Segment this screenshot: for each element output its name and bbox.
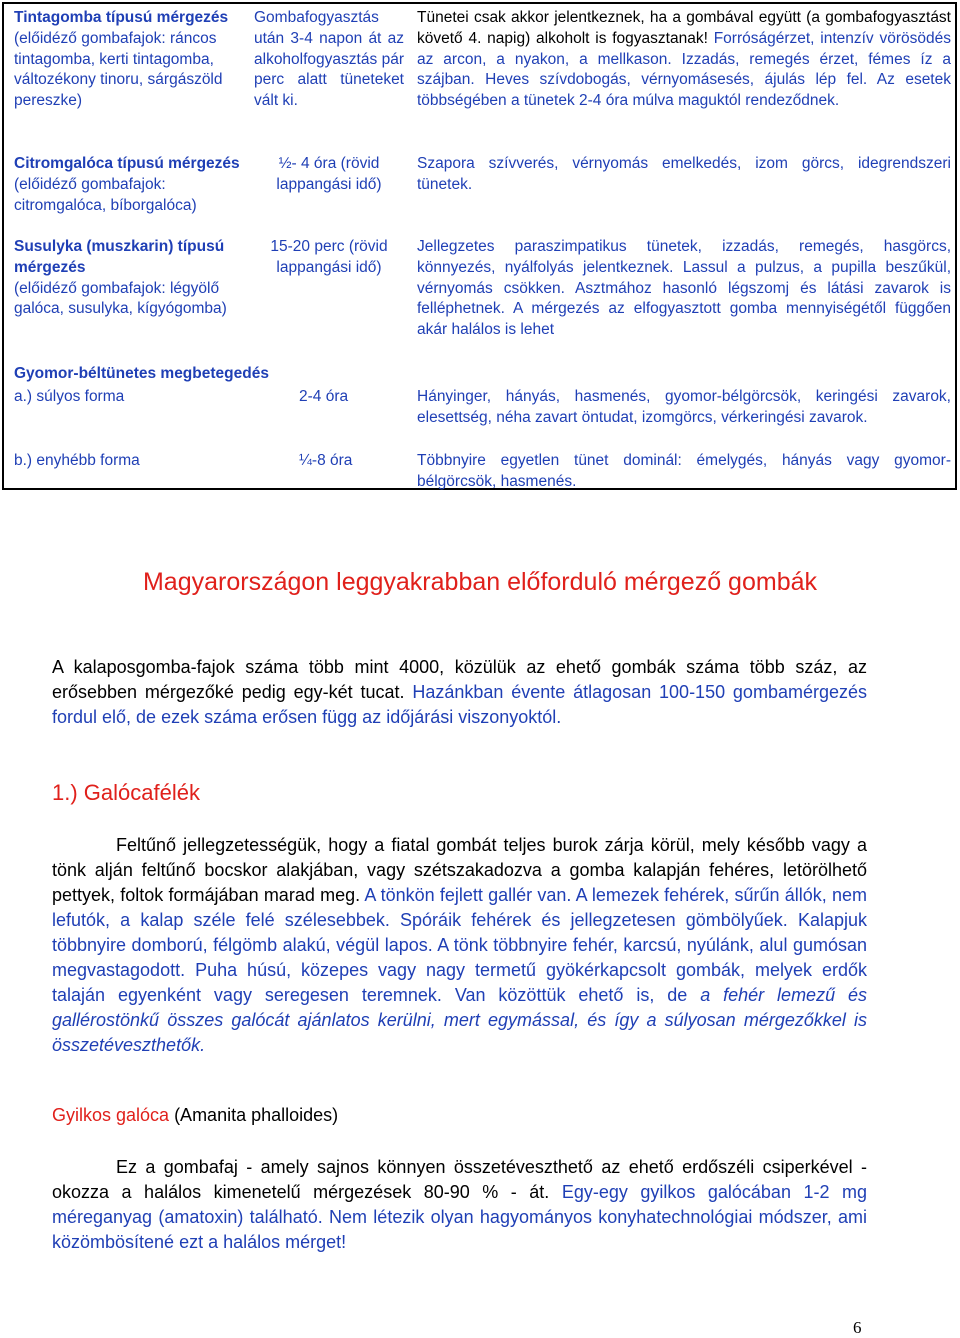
row3-symptoms-intro: Jellegzetes paraszimpatikus tünetek, izzadás, remegés, hasgörcs, könnyezés, nyálfolyás jelentkeznek. xyxy=(417,238,951,276)
row3-title: Susulyka (muszkarin) típusú mérgezés xyxy=(14,238,225,276)
galoca-s2: A tönkön fejlett gallér van. xyxy=(364,885,572,905)
row1-title: Tintagomba típusú mérgezés xyxy=(14,9,229,26)
row5-time: ¼-8 óra xyxy=(299,452,353,469)
galoca-s1: Feltűnő jellegzetességük, hogy a fiatal gombát teljes burok zárja körül, mely később vagy a tönk alján feltűnő bocskor alakjában, vagy szétszakadozva a gomba kalapján fehéres, letörölhető pettyek, foltok formájában marad meg. xyxy=(52,835,867,905)
row5-symptoms: Többnyire egyetlen tünet dominál: émelygés, hányás vagy gyomor-bélgörcsök, hasmenés. xyxy=(417,452,951,490)
gastro-section-title: Gyomor-béltünetes megbetegedés xyxy=(14,365,269,382)
poisoning-types-table xyxy=(2,2,957,490)
galoca-s8-plain: Van közöttük ehető is, de xyxy=(454,985,701,1005)
row1-symptoms-detail: Forróságérzet, intenzív vörösödés az arcon, a nyakon, a mellkason. Izzadás, remegés érzet, fémes íz a szájban. Heves szívdobogás, vérnyomásesés, ájulás lép fel. Az esetek többségében a tünetek 2-4 óra múlva maguktól rendeződnek. xyxy=(417,29,951,110)
galoca-s5: Kalapjuk többnyire domború, félgömb alakú, végül lapos. xyxy=(52,910,867,955)
phalloides-s3: Nem létezik olyan hagyományos konyhatechnológiai módszer, ami közömbösítené ezt a halálos mérget! xyxy=(52,1207,867,1252)
row3-time: 15-20 perc (rövid lappangási idő) xyxy=(270,238,388,276)
galoca-s4: Spóráik fehérek és jellegzetesen gömbölyűek. xyxy=(400,910,788,930)
galoca-paragraph xyxy=(52,833,867,1058)
galoca-s7: Puha húsú, közepes vagy nagy termetű gyökérkapcsolt gombák, melyek erdők talaján egyenként vagy seregesen teremnek. xyxy=(52,960,867,1005)
row3-symptoms xyxy=(417,237,951,341)
row1-species: (előidéző gombafajok: ráncos tintagomba, kerti tintagomba, változékony tinoru, sárgászöld pereszke) xyxy=(14,29,223,110)
row2-type xyxy=(14,154,246,216)
section-galocafelek-title: 1.) Galócafélék xyxy=(52,780,200,805)
phalloides-s2: Egy-egy gyilkos galócában 1-2 mg méreganyag (amatoxin) található. xyxy=(52,1182,867,1227)
row2-title: Citromgalóca típusú mérgezés xyxy=(14,155,240,172)
row3-type xyxy=(14,237,246,320)
row4-label: a.) súlyos forma xyxy=(14,388,125,405)
row1-type xyxy=(14,8,246,112)
galoca-s3: A lemezek fehérek, sűrűn állók, nem lefutók, a kalap széle felé szélesebbek. xyxy=(52,885,867,930)
phalloides-paragraph xyxy=(52,1155,867,1255)
species-latin: (Amanita phalloides) xyxy=(169,1105,339,1125)
row4-symptoms: Hányinger, hányás, hasmenés, gyomor-bélgörcsök, keringési zavarok, elesettség, néha zavart öntudat, izomgörcs, vérkeringési zavarok. xyxy=(417,388,951,426)
species-title xyxy=(52,1105,338,1126)
row4-time: 2-4 óra xyxy=(299,388,349,405)
row3-species: (előidéző gombafajok: légyölő galóca, susulyka, kígyógomba) xyxy=(14,279,227,318)
page-number: 6 xyxy=(853,1318,862,1337)
page-heading: Magyarországon leggyakrabban előforduló mérgező gombák xyxy=(142,568,817,596)
row3-symptoms-detail: Lassul a pulzus, a pupilla beszűkül, vérnyomás csökken. Asztmához hasonló légszomj és látási zavarok is felléphetnek. A mérgezés az elfogyasztott gomba mennyiségétől függően akár halálos is lehet xyxy=(417,258,952,339)
species-name: Gyilkos galóca xyxy=(52,1105,170,1125)
intro-paragraph xyxy=(52,655,867,730)
row2-species: (előidéző gombafajok: citromgalóca, bíborgalóca) xyxy=(14,175,197,214)
galoca-s6: A tönk többnyire fehér, karcsú, nyúlánk, alul gumósan megvastagodott. xyxy=(52,935,867,980)
row1-symptoms xyxy=(417,8,951,112)
row1-time: Gombafogyasztás után 3-4 napon át az alkoholfogyasztás pár perc alatt tüneteket vált ki. xyxy=(254,9,404,110)
galoca-s8-italic: a fehér lemezű és gallérostönkű összes galócát ajánlatos kerülni, mert egymással, és így a súlyosan mérgezőkkel is összetéveszthetők. xyxy=(52,985,868,1055)
row1-symptoms-intro: Tünetei csak akkor jelentkeznek, ha a gombával együtt (a gombafogyasztást követő 4. napig) alkoholt is fogyasztanak! xyxy=(417,9,951,47)
row5-label: b.) enyhébb forma xyxy=(14,452,140,469)
row2-time: ½- 4 óra (rövid lappangási idő) xyxy=(276,155,382,193)
intro-sentence-2: Hazánkban évente átlagosan 100-150 gombamérgezés fordul elő, de ezek száma erősen függ az időjárási viszonyoktól. xyxy=(52,682,867,727)
intro-sentence-1: A kalaposgomba-fajok száma több mint 4000, közülük az ehető gombák száma több száz, az erősebben mérgezőké pedig egy-két tucat. xyxy=(52,657,867,702)
row2-symptoms: Szapora szívverés, vérnyomás emelkedés, izom görcs, idegrendszeri tünetek. xyxy=(417,155,951,193)
phalloides-s1: Ez a gombafaj - amely sajnos könnyen összetéveszthető az ehető erdőszéli csiperkével - okozza a halálos kimenetelű mérgezések 80-90 % - át. xyxy=(52,1157,867,1202)
